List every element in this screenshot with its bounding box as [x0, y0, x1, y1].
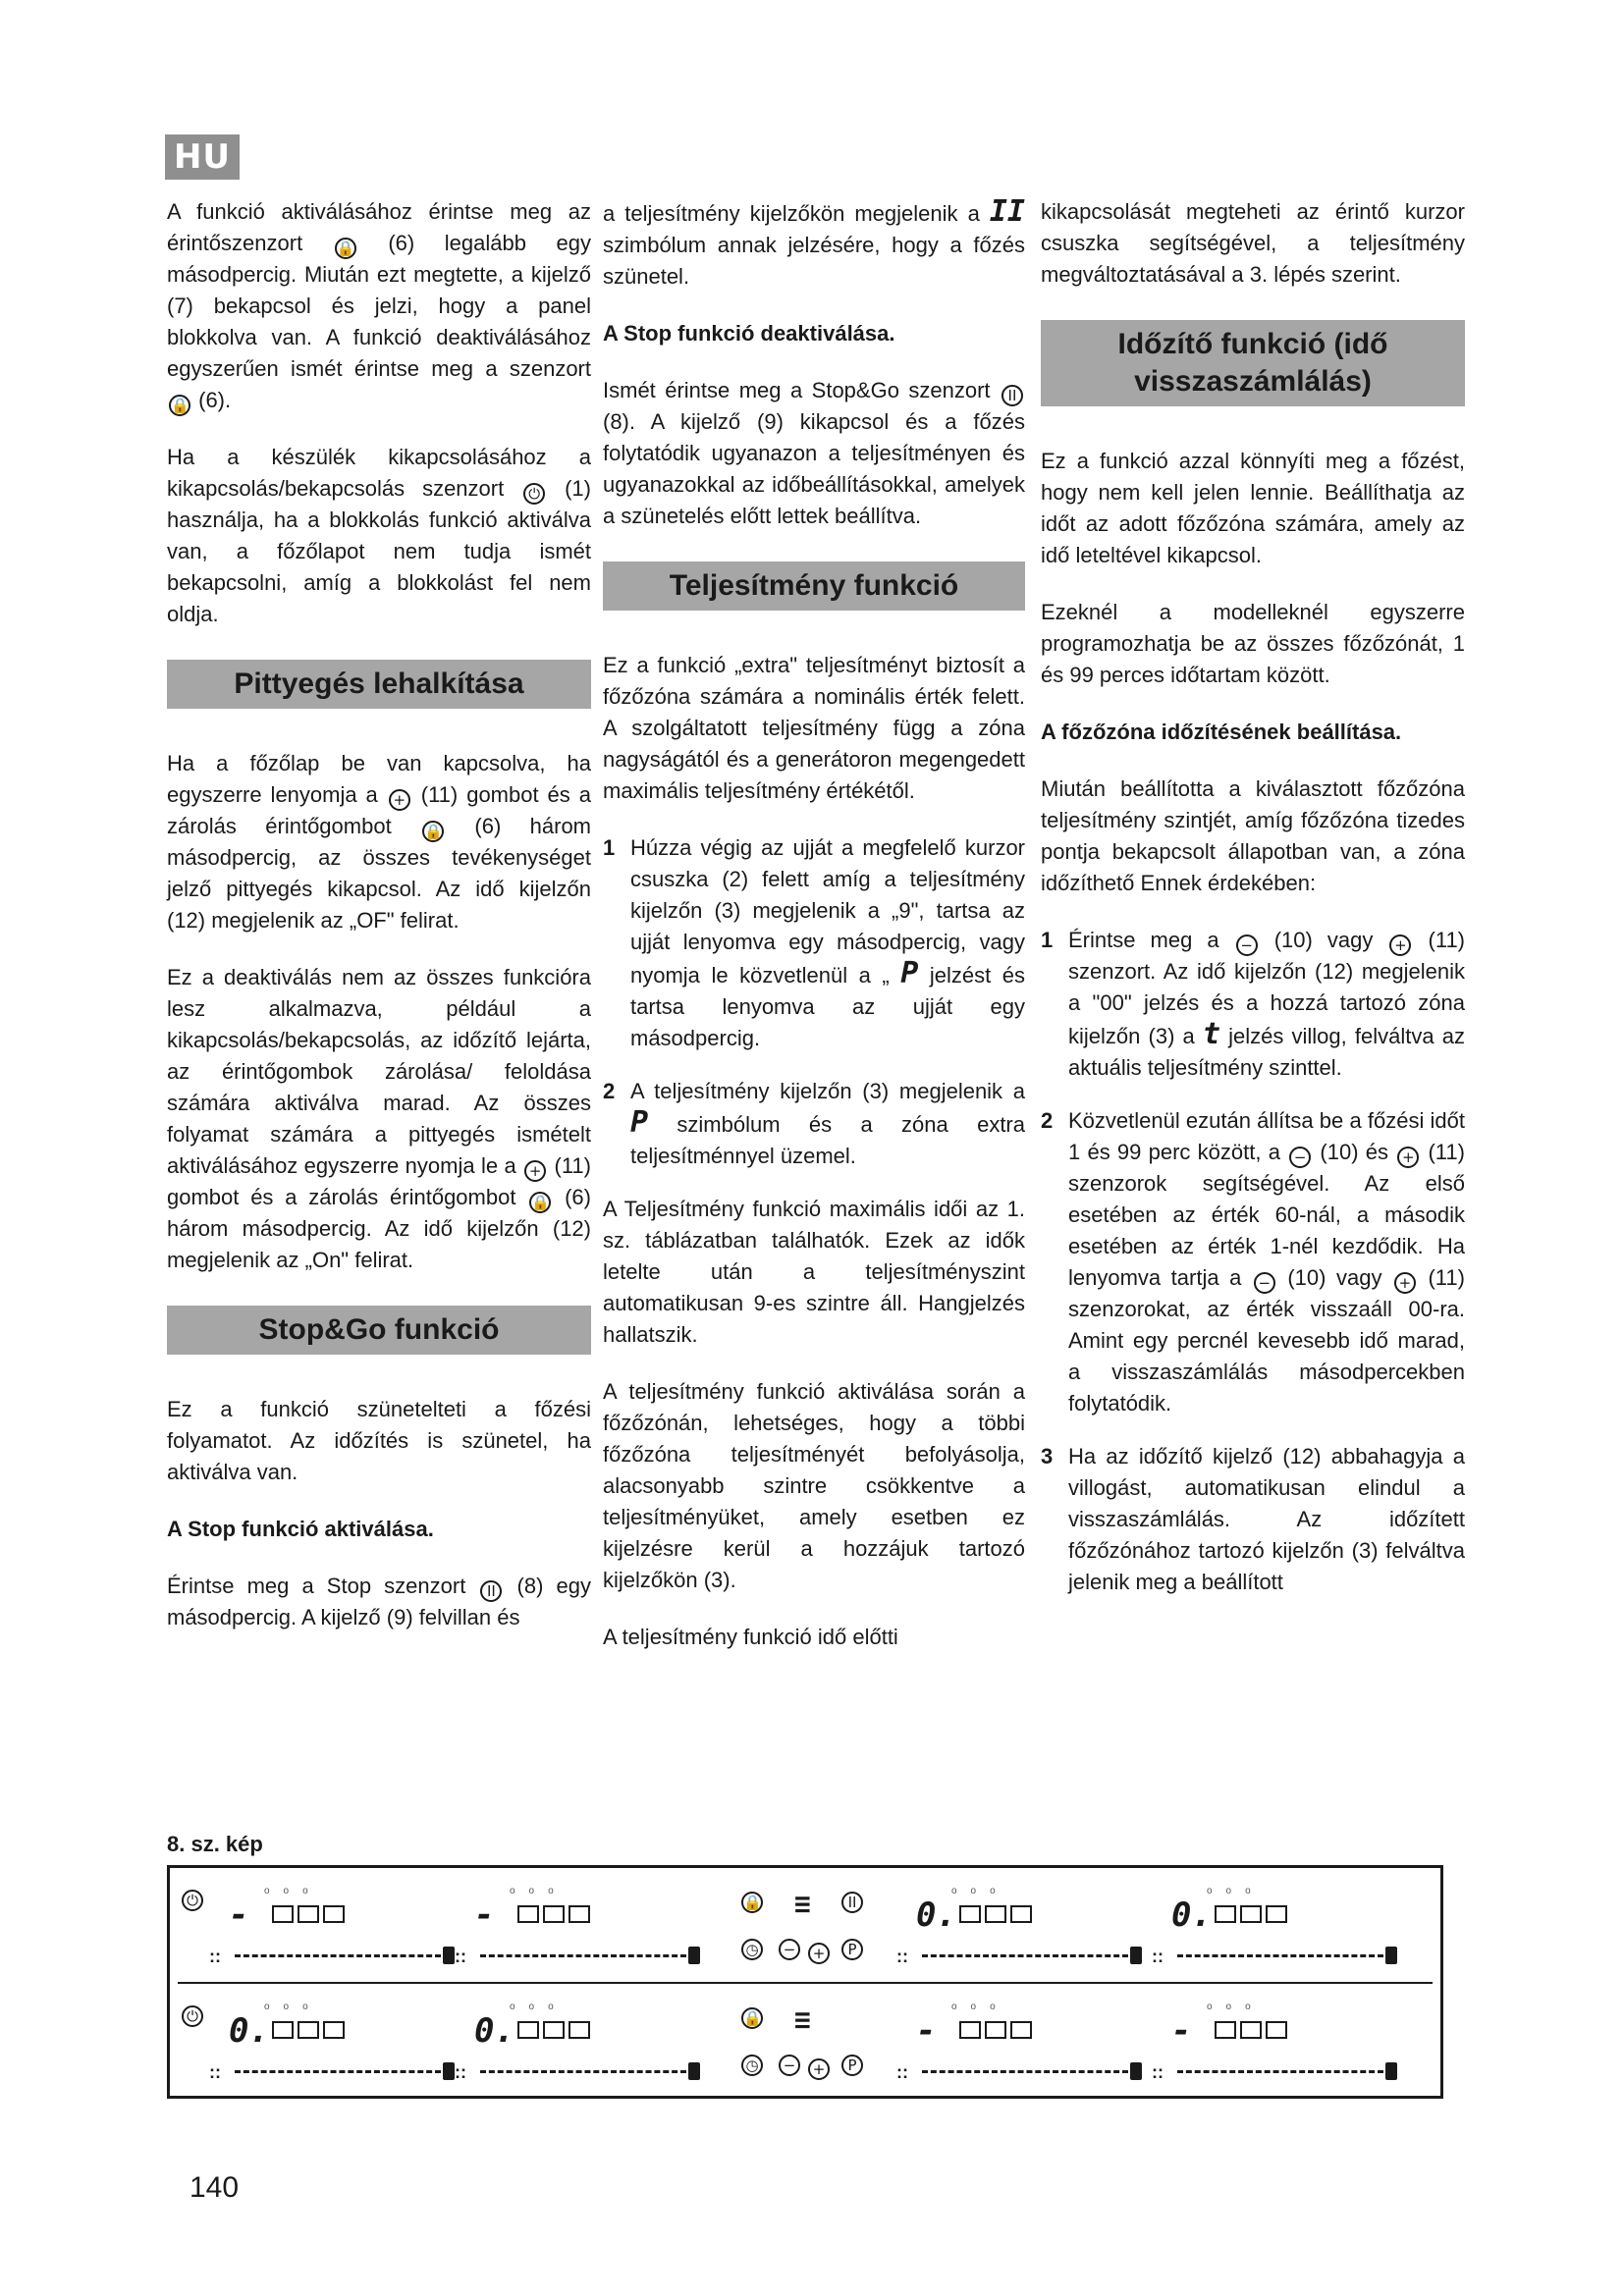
slider: :: — [896, 2058, 1162, 2084]
timer-display: ≡ — [794, 2003, 811, 2036]
paragraph: Ismét érintse meg a Stop&Go szenzort II (8). A kijelző (9) kikapcsol és a főzés folytatódik ugyanazon a teljesítményen és ugyanazokkal az időbeállításokkal, amelyek a szünetelés előtt lettek beállítva. — [603, 378, 1025, 528]
lock-icon: 🔒 — [531, 1194, 550, 1211]
zone-level: - — [916, 2011, 937, 2051]
list-item: 2 Közvetlenül ezután állítsa be a főzési időt 1 és 99 perc között, a − (10) és + (11) szenzorok segítségével. Az első esetében az érték 60-nál, a második esetében az érték 1-nél kezdődik. Ha lenyomva tartja a − (10) vagy + (11) szenzorokat, az érték visszaáll 00-ra. Amint egy percnél kevesebb idő marad, a visszaszámlálás másodpercekben folytatódik. — [1041, 1108, 1465, 1415]
paragraph: a teljesítmény kijelzőkön megjelenik a II szimbólum annak jelzésére, hogy a főzés szünetel. — [603, 194, 1025, 289]
list-item: 1 Húzza végig az ujját a megfelelő kurzor csuszka (2) felett amíg a teljesítmény kijelzőn (3) megjelenik a „9", tartsa az ujját lenyomva egy másodpercig, vagy nyomja le közvetlenül a „ P jelzést és tartsa lenyomva az ujját egy másodpercig. — [603, 835, 1025, 1050]
timer-icon: ◷ — [741, 2055, 763, 2076]
slider: :: — [455, 2058, 720, 2084]
zone-level: - — [1171, 2011, 1192, 2051]
zone-level: 0. — [474, 2011, 514, 2051]
timer-icon: ◷ — [741, 1939, 763, 1960]
paragraph: kikapcsolását megteheti az érintő kurzor csuszka segítségével, a teljesítmény megváltoztatásával a 3. lépés szerint. — [1041, 199, 1465, 287]
lock-icon: 🔒 — [424, 823, 443, 840]
power-symbol-icon: P — [630, 1105, 649, 1140]
zone-level: 0. — [229, 2011, 269, 2051]
zone-display: ooo 0. :: — [1152, 1886, 1446, 1974]
minus-icon: − — [1254, 1272, 1275, 1294]
plus-icon: + — [1394, 1272, 1416, 1294]
zone-display: ooo 0. :: — [455, 2002, 749, 2090]
language-badge: HU — [165, 134, 240, 180]
plus-icon: + — [808, 2058, 830, 2080]
lock-icon: 🔒 — [171, 397, 189, 414]
zone-level: 0. — [916, 1896, 956, 1935]
panel-row — [170, 1872, 1440, 1980]
paragraph: Ezeknél a modelleknél egyszerre programozhatja be az összes főzőzónát, 1 és 99 perces időtartam között. — [1041, 600, 1465, 687]
power-icon: ⏻ — [523, 483, 545, 505]
divider — [178, 1982, 1433, 1984]
zone-level: - — [229, 1896, 249, 1935]
paragraph: Ha a főzőlap be van kapcsolva, ha egyszerre lenyomja a + (11) gombot és a zárolás érintőgombot 🔒 (6) három másodpercig, az összes tevékenységet jelző pittyegés kikapcsol. Az idő kijelzőn (12) megjelenik az „OF" felirat. — [167, 751, 591, 933]
column-1 — [167, 196, 591, 1659]
paragraph: A Teljesítmény funkció maximális idői az 1. sz. táblázatban találhatók. Ezek az idők letelte után a teljesítményszint automatikusan 9-es szintre áll. Hangjelzés hallatszik. — [603, 1197, 1025, 1347]
paragraph: A teljesítmény funkció idő előtti — [603, 1625, 898, 1649]
paragraph: A funkció aktiválásához érintse meg az érintőszenzort 🔒 (6) legalább egy másodpercig. Miután ezt megtette, a kijelző (7) bekapcsol és jelzi, hogy a panel blokkolva van. A funkció deaktiválásához egyszerűen ismét érintse meg a szenzort 🔒 (6). — [167, 199, 591, 414]
pause-icon: II — [841, 1892, 863, 1913]
zone-display: ooo - :: — [455, 1886, 749, 1974]
timer-symbol-icon: t — [1202, 1017, 1220, 1051]
slider: :: — [209, 1943, 474, 1968]
slider: :: — [1152, 2058, 1417, 2084]
pause-symbol-icon: II — [989, 194, 1025, 229]
list-item: 1 Érintse meg a − (10) vagy + (11) szenzort. Az idő kijelzőn (12) megjelenik a "00" jelzés és a hozzá tartozó zóna kijelzőn (3) a t jelzés villog, felváltva az aktuális teljesítmény szinttel. — [1041, 928, 1466, 1080]
lock-icon: 🔒 — [743, 1894, 762, 1911]
slider: :: — [455, 1943, 720, 1968]
zone-level: 0. — [1171, 1896, 1212, 1935]
panel-row — [170, 1988, 1440, 2096]
paragraph: A teljesítmény funkció aktiválása során a főzőzónán, lehetséges, hogy a többi főzőzóna teljesítményét befolyásolja, alacsonyabb szintre csökkentve a teljesítményüket, amely esetben ez kijelzésre kerül a hozzájuk tartozó kijelzőkön (3). — [603, 1379, 1025, 1592]
lock-icon: 🔒 — [743, 2009, 762, 2027]
zone-display: ooo 0. :: — [209, 2002, 504, 2090]
timer-display: ≡ — [794, 1888, 811, 1920]
power-icon: ⏻ — [182, 2005, 203, 2027]
section-heading: Stop&Go funkció — [167, 1306, 591, 1355]
minus-icon: − — [1289, 1147, 1311, 1168]
zone-display: ooo - :: — [896, 2002, 1191, 2090]
paragraph: Érintse meg a Stop szenzort II (8) egy másodpercig. A kijelző (9) felvillan és — [167, 1574, 591, 1629]
plus-icon: + — [1397, 1147, 1419, 1168]
plus-icon: + — [808, 1943, 830, 1964]
center-controls — [730, 2002, 887, 2090]
section-heading: Teljesítmény funkció — [603, 561, 1025, 611]
paragraph: Ez a deaktiválás nem az összes funkcióra lesz alkalmazva, például a kikapcsolás/bekapcsolás, az időzítő lejárta, az érintőgombok zárolása/ feloldása számára aktiválva marad. Az összes folyamat számára a pittyegés ismételt aktiválásához egyszerre nyomja le a + (11) gombot és a zárolás érintőgombot 🔒 (6) három másodpercig. Az idő kijelzőn (12) megjelenik az „On" felirat. — [167, 965, 591, 1272]
section-heading: Időzítő funkció (idő visszaszámlálás) — [1041, 320, 1465, 406]
paragraph: Ez a funkció azzal könnyíti meg a főzést, hogy nem kell jelen lennie. Beállíthatja az időt az adott főzőzóna számára, amely az idő leteltével kikapcsol. — [1041, 449, 1465, 567]
control-panel-figure — [167, 1865, 1443, 2099]
lock-icon: 🔒 — [336, 240, 355, 257]
subheading: A főzőzóna időzítésének beállítása. — [1041, 720, 1402, 744]
plus-icon: + — [389, 789, 410, 811]
slider: :: — [209, 2058, 474, 2084]
minus-icon: − — [779, 1939, 800, 1960]
slider: :: — [896, 1943, 1162, 1968]
minus-icon: − — [1236, 934, 1258, 956]
section-heading: Pittyegés lehalkítása — [167, 660, 591, 709]
page-number: 140 — [189, 2171, 240, 2204]
figure-caption: 8. sz. kép — [167, 1832, 263, 1856]
paragraph: Ez a funkció szünetelteti a főzési folyamatot. Az időzítés is szünetel, ha aktiválva van. — [167, 1397, 591, 1484]
power-icon: ⏻ — [182, 1890, 203, 1911]
power-boost-icon: P — [841, 1939, 863, 1960]
plus-icon: + — [524, 1160, 546, 1182]
zone-display: ooo - :: — [1152, 2002, 1446, 2090]
pause-icon: II — [480, 1580, 502, 1602]
zone-display: ooo - :: — [209, 1886, 504, 1974]
list-item: 3 Ha az időzítő kijelző (12) abbahagyja a villogást, automatikusan elindul a visszaszámlálás. Az időzített főzőzónához tartozó kijelzőn (3) felváltva jelenik meg a beállított — [1041, 1444, 1465, 1594]
zone-level: - — [474, 1896, 495, 1935]
subheading: A Stop funkció deaktiválása. — [603, 321, 895, 346]
paragraph: Ha a készülék kikapcsolásához a kikapcsolás/bekapcsolás szenzort ⏻ (1) használja, ha a blokkolás funkció aktiválva van, a főzőlapot nem tudja ismét bekapcsolni, amíg a blokkolást fel nem oldja. — [167, 445, 591, 626]
minus-icon: − — [779, 2055, 800, 2076]
list-item: 2 A teljesítmény kijelzőn (3) megjelenik a P szimbólum és a zóna extra teljesítménnyel üzemel. — [603, 1079, 1025, 1168]
plus-icon: + — [1389, 934, 1411, 956]
column-3 — [1041, 196, 1465, 1620]
zone-display: ooo 0. :: — [896, 1886, 1191, 1974]
column-2 — [603, 196, 1025, 1679]
slider: :: — [1152, 1943, 1417, 1968]
power-boost-icon: P — [841, 2055, 863, 2076]
pause-icon: II — [1001, 385, 1023, 406]
power-symbol-icon: P — [900, 956, 919, 990]
center-controls — [730, 1886, 887, 1974]
subheading: A Stop funkció aktiválása. — [167, 1517, 434, 1541]
paragraph: Miután beállította a kiválasztott főzőzóna teljesítmény szintjét, amíg főzőzóna tizedes pontja bekapcsolt állapotban van, a zóna időzíthető Ennek érdekében: — [1041, 776, 1465, 895]
paragraph: Ez a funkció „extra" teljesítményt biztosít a főzőzóna számára a nominális érték felett. A szolgáltatott teljesítmény függ a zóna nagyságától és a generátoron megengedett maximális teljesítmény értékétől. — [603, 653, 1025, 803]
